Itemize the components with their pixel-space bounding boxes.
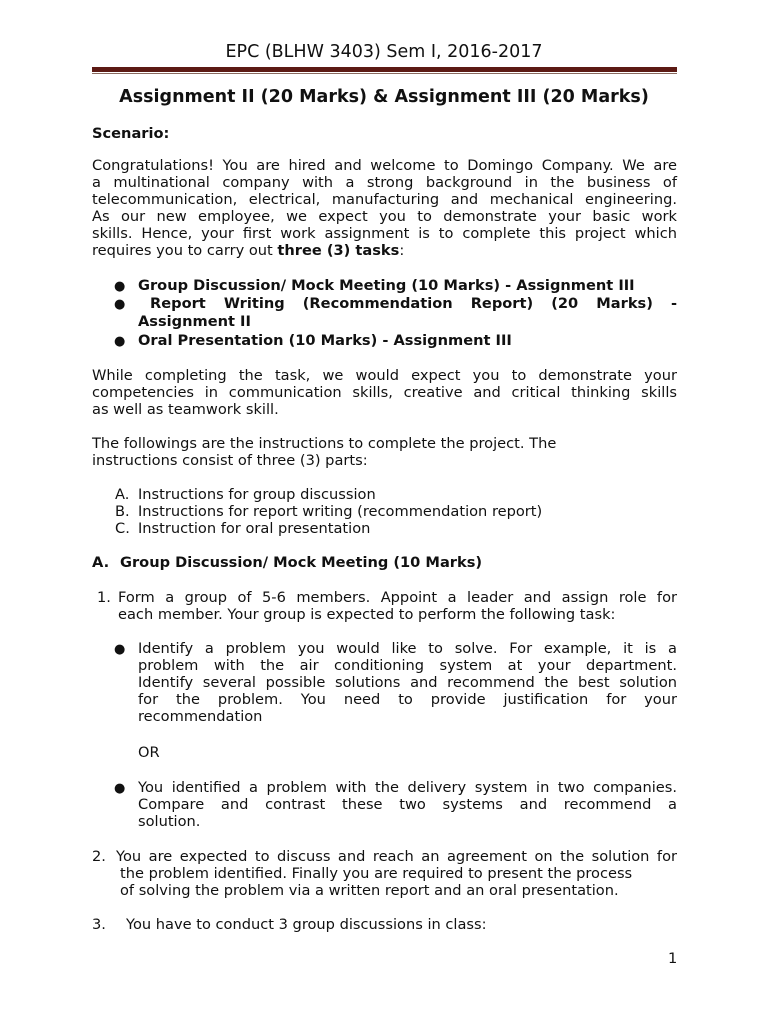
instructions-line: The followings are the instructions to complete the project. The <box>92 435 557 452</box>
page-number: 1 <box>668 950 678 967</box>
option-line: problem with the air conditioning system at your department. <box>138 657 677 674</box>
option-line: for the problem. You need to provide justification for your <box>138 691 677 708</box>
bullet-icon: ● <box>114 334 126 349</box>
step-marker: 3. <box>92 916 106 933</box>
bullet-icon: ● <box>114 297 126 312</box>
step-marker: 1. <box>97 589 111 606</box>
step-line: of solving the problem via a written report and an oral presentation. <box>120 882 619 899</box>
competencies-line: While completing the task, we would expect you to demonstrate your <box>92 367 677 384</box>
part-item: Instructions for report writing (recommendation report) <box>138 503 543 520</box>
bullet-icon: ● <box>114 642 126 657</box>
intro-line: As our new employee, we expect you to demonstrate your basic work <box>92 208 677 225</box>
header-rule <box>92 67 677 72</box>
bullet-icon: ● <box>114 279 126 294</box>
option-line: Identify a problem you would like to solve. For example, it is a <box>138 640 677 657</box>
page-header: EPC (BLHW 3403) Sem I, 2016-2017 <box>225 42 543 62</box>
part-item: Instruction for oral presentation <box>138 520 371 537</box>
part-marker: A. <box>115 486 130 503</box>
instructions-line: instructions consist of three (3) parts: <box>92 452 368 469</box>
intro-line: a multinational company with a strong background in the business of <box>92 174 677 191</box>
part-marker: B. <box>115 503 130 520</box>
document-title: Assignment II (20 Marks) & Assignment III (20 Marks) <box>119 87 649 107</box>
competencies-line: competencies in communication skills, creative and critical thinking skills <box>92 384 677 401</box>
option-line: Compare and contrast these two systems and recommend a <box>138 796 677 813</box>
task-item-continued: Assignment II <box>138 313 251 330</box>
option-line: Identify several possible solutions and recommend the best solution <box>138 674 677 691</box>
option-line: solution. <box>138 813 201 830</box>
intro-line: Congratulations! You are hired and welcome to Domingo Company. We are <box>92 157 677 174</box>
intro-text: : <box>399 242 405 259</box>
section-a-marker: A. <box>92 554 110 571</box>
intro-line: skills. Hence, your first work assignment is to complete this project which <box>92 225 677 242</box>
bullet-icon: ● <box>114 781 126 796</box>
part-item: Instructions for group discussion <box>138 486 376 503</box>
competencies-line: as well as teamwork skill. <box>92 401 279 418</box>
intro-line: telecommunication, electrical, manufacturing and mechanical engineering. <box>92 191 677 208</box>
step-line: each member. Your group is expected to perform the following task: <box>118 606 616 623</box>
option-line: You identified a problem with the delivery system in two companies. <box>138 779 677 796</box>
step-marker: 2. <box>92 848 106 865</box>
task-item: Group Discussion/ Mock Meeting (10 Marks) - Assignment III <box>138 277 635 294</box>
part-marker: C. <box>115 520 130 537</box>
scenario-heading: Scenario: <box>92 125 170 142</box>
header-rule-thin <box>92 73 677 74</box>
section-a-heading: Group Discussion/ Mock Meeting (10 Marks) <box>120 554 483 571</box>
step-line: Form a group of 5-6 members. Appoint a leader and assign role for <box>118 589 677 606</box>
intro-line <box>92 242 404 259</box>
intro-bold-text: three (3) tasks <box>277 242 400 259</box>
task-item: Report Writing (Recommendation Report) (20 Marks) - <box>150 295 677 312</box>
intro-text: requires you to carry out <box>92 242 278 259</box>
step-line: You are expected to discuss and reach an agreement on the solution for <box>116 848 677 865</box>
option-line: recommendation <box>138 708 263 725</box>
step-line: You have to conduct 3 group discussions in class: <box>126 916 487 933</box>
task-item: Oral Presentation (10 Marks) - Assignment III <box>138 332 512 349</box>
step-line: the problem identified. Finally you are required to present the process <box>120 865 633 882</box>
or-separator: OR <box>138 744 160 761</box>
